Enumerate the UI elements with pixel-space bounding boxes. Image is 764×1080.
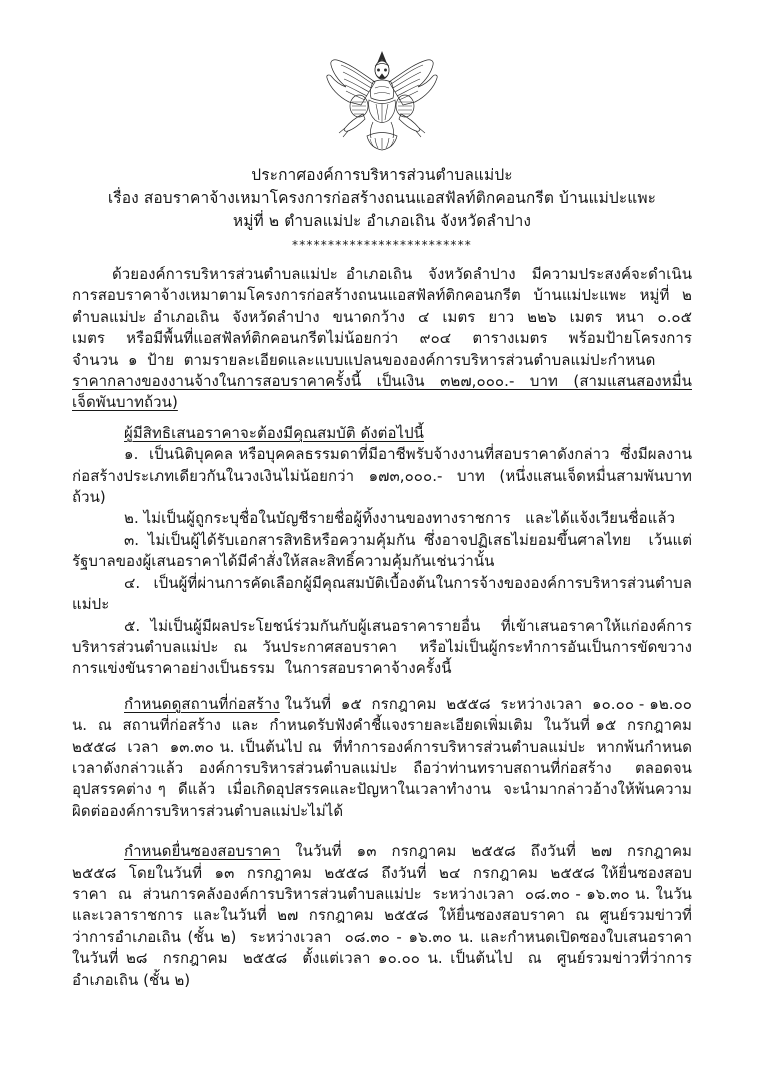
announcement-title-line2: เรื่อง สอบราคาจ้างเหมาโครงการก่อสร้างถนนแอสฟัลท์ติกคอนกรีต บ้านแม่ปะแพะ (107, 189, 657, 207)
central-price-paragraph: ราคากลางของงานจ้างในการสอบราคาครั้งนี้ เป็นเงิน ๓๒๗,๐๐๐.- บาท (สามแสนสองหมื่นเจ็ดพันบาทถ้วน) (72, 372, 692, 412)
qualification-item-3: ๓. ไม่เป็นผู้ได้รับเอกสารสิทธิหรือความคุ้มกัน ซึ่งอาจปฏิเสธไม่ยอมขึ้นศาลไทย เว้นแต่รัฐบาลของผู้เสนอราคาได้มีคำสั่งให้สละสิทธิ์ความคุ้มกันเช่นว่านั้น (72, 530, 692, 571)
qualification-item-5: ๕. ไม่เป็นผู้มีผลประโยชน์ร่วมกันกับผู้เสนอราคารายอื่น ที่เข้าเสนอราคาให้แก่องค์การบริหารส่วนตำบลแม่ปะ ณ วันประกาศสอบราคา หรือไม่เป็นผู้กระทำการอันเป็นการขัดขวางการแข่งขันราคาอย่างเป็นธรรม ในการสอบราคาจ้างครั้งนี้ (72, 616, 692, 678)
garuda-emblem (72, 44, 692, 162)
site-visit-label: กำหนดดูสถานที่ก่อสร้าง (124, 694, 280, 713)
submission-label: กำหนดยื่นซองสอบราคา (124, 842, 281, 861)
qualification-item-4: ๔. เป็นผู้ที่ผ่านการคัดเลือกผู้มีคุณสมบัติเบื้องต้นในการจ้างขององค์การบริหารส่วนตำบลแม่ปะ (72, 573, 692, 614)
document-heading (72, 164, 692, 255)
intro-paragraph: ด้วยองค์การบริหารส่วนตำบลแม่ปะ อำเภอเถิน จังหวัดลำปาง มีความประสงค์จะดำเนินการสอบราคาจ้างเหมาตามโครงการก่อสร้างถนนแอสฟัลท์ติกคอนกรีต บ้านแม่ปะแพะ หมู่ที่ ๒ ตำบลแม่ปะ อำเภอเถิน จังหวัดลำปาง ขนาดกว้าง ๔ เมตร ยาว ๒๒๖ เมตร หนา ๐.๐๕ เมตร หรือมีพื้นที่แอสฟัลท์ติกคอนกรีตไม่น้อยกว่า ๙๐๔ ตารางเมตร พร้อมป้ายโครงการ จำนวน ๑ ป้าย ตามรายละเอียดและแบบแปลนขององค์การบริหารส่วนตำบลแม่ปะกำหนด (72, 265, 702, 369)
qualification-item-1: ๑. เป็นนิติบุคคล หรือบุคคลธรรมดาที่มีอาชีพรับจ้างงานที่สอบราคาดังกล่าว ซึ่งมีผลงานก่อสร้างประเภทเดียวกันในวงเงินไม่น้อยกว่า ๑๗๓,๐๐๐.- บาท (หนึ่งแสนเจ็ดหมื่นสามพันบาทถ้วน) (72, 445, 692, 507)
submission-paragraph (72, 841, 702, 991)
announcement-title-line3: หมู่ที่ ๒ ตำบลแม่ปะ อำเภอเถิน จังหวัดลำปาง (232, 212, 532, 230)
qualification-item-2: ๒. ไม่เป็นผู้ถูกระบุชื่อในบัญชีรายชื่อผู้ทิ้งงานของทางราชการ และได้แจ้งเวียนชื่อแล้ว (124, 509, 676, 528)
qualification-heading: ผู้มีสิทธิเสนอราคาจะต้องมีคุณสมบัติ ดังต่อไปนี้ (124, 423, 424, 442)
announcement-title-line1: ประกาศองค์การบริหารส่วนตำบลแม่ปะ (251, 166, 513, 184)
heading-separator: ************************* (292, 238, 472, 252)
document-body (72, 264, 702, 991)
site-visit-text: ในวันที่ ๑๕ กรกฎาคม ๒๕๕๘ ระหว่างเวลา ๑๐.๐๐ - ๑๒.๐๐ น. ณ สถานที่ก่อสร้าง และ กำหนดรับฟังคำชี้แจงรายละเอียดเพิ่มเติม ในวันที่ ๑๕ กรกฎาคม ๒๕๕๘ เวลา ๑๓.๓๐ น. เป็นต้นไป ณ ที่ทำการองค์การบริหารส่วนตำบลแม่ปะ หากพ้นกำหนดเวลาดังกล่าวแล้ว องค์การบริหารส่วนตำบลแม่ปะ ถือว่าท่านทราบสถานที่ก่อสร้าง ตลอดจนอุปสรรคต่าง ๆ ดีแล้ว เมื่อเกิดอุปสรรคและปัญหาในเวลาทำงาน จะนำมากล่าวอ้างให้พ้นความผิดต่อองค์การบริหารส่วนตำบลแม่ปะไม่ได้ (72, 694, 702, 820)
submission-text: ในวันที่ ๑๓ กรกฎาคม ๒๕๕๘ ถึงวันที่ ๒๗ กรกฎาคม ๒๕๕๘ โดยในวันที่ ๑๓ กรกฎาคม ๒๕๕๘ ถึงวันที่ ๒๔ กรกฎาคม ๒๕๕๘ ให้ยื่นซองสอบราคา ณ ส่วนการคลังองค์การบริหารส่วนตำบลแม่ปะ ระหว่างเวลา ๐๘.๓๐ - ๑๖.๓๐ น. ในวันและเวลาราชการ และในวันที่ ๒๗ กรกฎาคม ๒๕๕๘ ให้ยื่นซองสอบราคา ณ ศูนย์รวมข่าวที่ว่าการอำเภอเถิน (ชั้น ๒) ระหว่างเวลา ๐๘.๓๐ - ๑๖.๓๐ น. และกำหนดเปิดซองใบเสนอราคา ในวันที่ ๒๘ กรกฎาคม ๒๕๕๘ ตั้งแต่เวลา ๑๐.๐๐ น. เป็นต้นไป ณ ศูนย์รวมข่าวที่ว่าการอำเภอเถิน (ชั้น ๒) (72, 842, 702, 989)
site-visit-paragraph (72, 694, 702, 822)
